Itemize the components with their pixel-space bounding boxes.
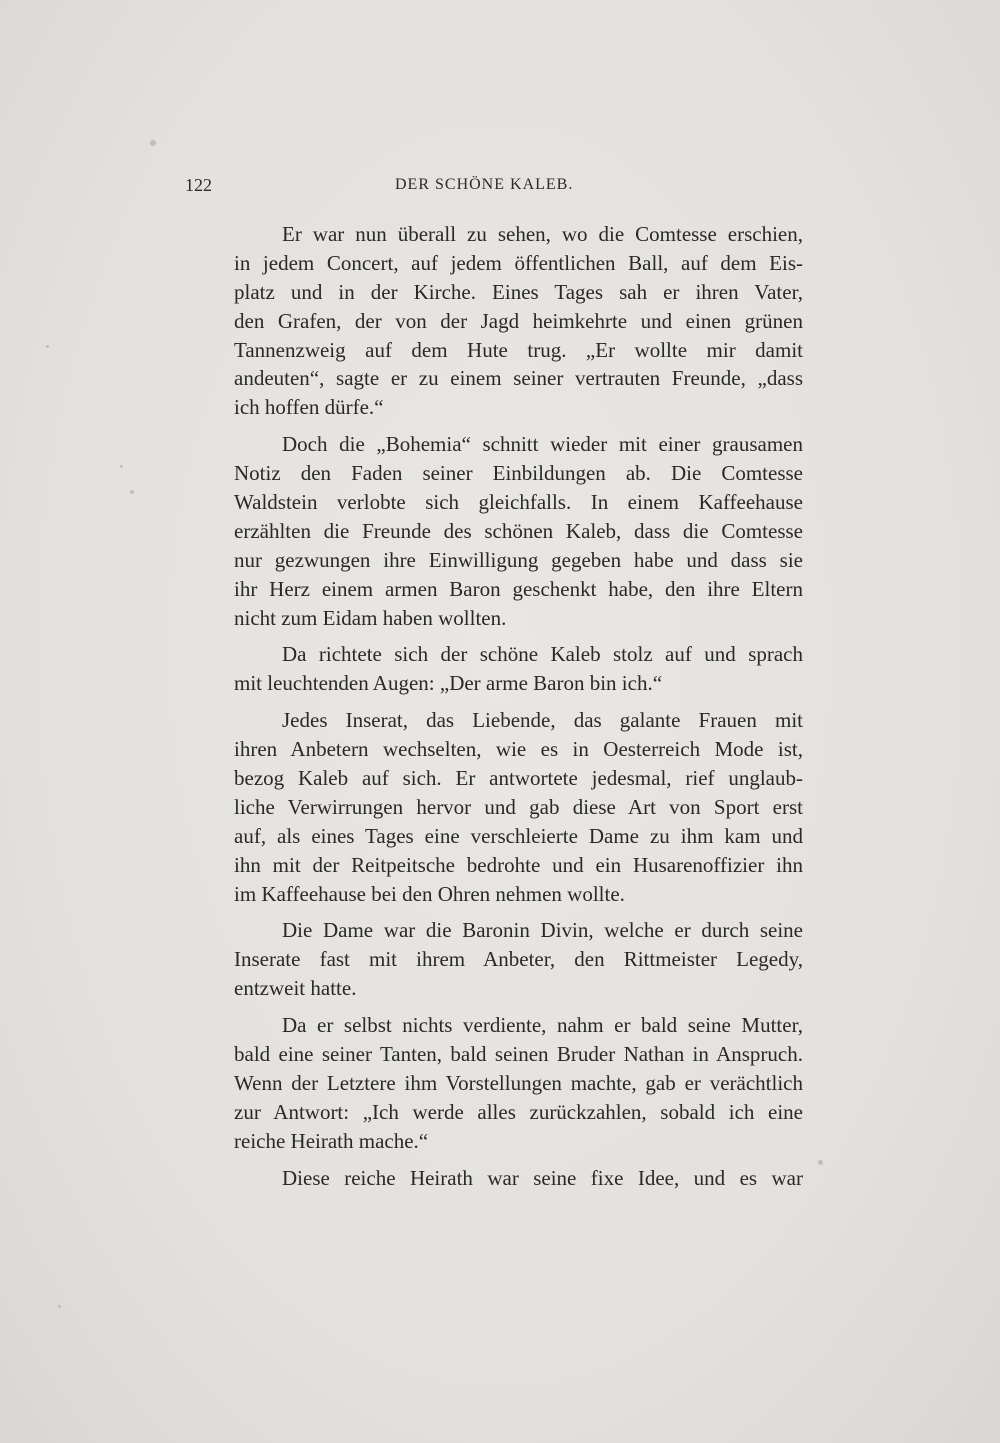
paper-speck bbox=[120, 465, 123, 468]
text-line: zur Antwort: „Ich werde alles zurückzahlen, sobald ich eine bbox=[234, 1099, 803, 1124]
page-number: 122 bbox=[185, 175, 212, 195]
paragraph bbox=[186, 706, 803, 908]
text-line: platz und in der Kirche. Eines Tages sah er ihren Vater, bbox=[234, 279, 803, 304]
text-line: auf, als eines Tages eine verschleierte Dame zu ihm kam und bbox=[234, 823, 803, 848]
text-line: mit leuchtenden Augen: „Der arme Baron bin ich.“ bbox=[234, 671, 663, 696]
text-line: Diese reiche Heirath war seine fixe Idee, und es war bbox=[282, 1165, 803, 1190]
text-line: nur gezwungen ihre Einwilligung gegeben habe und dass sie bbox=[234, 547, 803, 572]
text-line: Tannenzweig auf dem Hute trug. „Er wollte mir damit bbox=[234, 337, 803, 362]
text-line: nicht zum Eidam haben wollten. bbox=[234, 605, 507, 630]
paragraph bbox=[186, 1011, 803, 1155]
paragraph bbox=[186, 640, 803, 698]
paragraph bbox=[186, 220, 803, 422]
text-line: Inserate fast mit ihrem Anbeter, den Rittmeister Legedy, bbox=[234, 947, 803, 972]
text-line: Jedes Inserat, das Liebende, das galante Frauen mit bbox=[282, 708, 803, 733]
text-line: andeuten“, sagte er zu einem seiner vertrauten Freunde, „dass bbox=[234, 366, 803, 391]
paper-speck bbox=[818, 1160, 823, 1165]
text-line: Waldstein verlobte sich gleichfalls. In einem Kaffeehause bbox=[234, 490, 803, 515]
text-line: bezog Kaleb auf sich. Er antwortete jedesmal, rief unglaub- bbox=[234, 766, 803, 791]
paper-speck bbox=[130, 490, 134, 494]
text-line: Doch die „Bohemia“ schnitt wieder mit einer grausamen bbox=[282, 432, 803, 457]
page-header bbox=[185, 175, 805, 199]
paragraph bbox=[186, 916, 803, 1003]
text-line: Da er selbst nichts verdiente, nahm er bald seine Mutter, bbox=[282, 1013, 803, 1038]
paper-speck bbox=[46, 345, 49, 348]
text-line: in jedem Concert, auf jedem öffentlichen Ball, auf dem Eis- bbox=[234, 250, 803, 275]
text-line: ihn mit der Reitpeitsche bedrohte und ein Husarenoffizier ihn bbox=[234, 852, 803, 877]
text-line: ihren Anbetern wechselten, wie es in Oesterreich Mode ist, bbox=[234, 737, 803, 762]
text-line: ihr Herz einem armen Baron geschenkt habe, den ihre Eltern bbox=[234, 576, 803, 601]
text-line: im Kaffeehause bei den Ohren nehmen wollte. bbox=[234, 881, 625, 906]
text-line: liche Verwirrungen hervor und gab diese Art von Sport erst bbox=[234, 794, 803, 819]
paper-speck bbox=[150, 140, 156, 146]
text-line: Da richtete sich der schöne Kaleb stolz auf und sprach bbox=[282, 642, 803, 667]
text-line: reiche Heirath mache.“ bbox=[234, 1128, 429, 1153]
paragraph bbox=[186, 1164, 803, 1193]
text-line: Wenn der Letztere ihm Vorstellungen machte, gab er verächtlich bbox=[234, 1070, 803, 1095]
paragraph bbox=[186, 430, 803, 632]
text-line: Er war nun überall zu sehen, wo die Comtesse erschien, bbox=[282, 222, 803, 246]
text-line: Notiz den Faden seiner Einbildungen ab. Die Comtesse bbox=[234, 461, 803, 486]
text-line: Die Dame war die Baronin Divin, welche er durch seine bbox=[282, 918, 803, 943]
text-line: ich hoffen dürfe.“ bbox=[234, 395, 384, 420]
text-line: erzählten die Freunde des schönen Kaleb, dass die Comtesse bbox=[234, 518, 803, 543]
body-text bbox=[186, 220, 803, 1201]
text-line: entzweit hatte. bbox=[234, 976, 357, 1001]
running-title: DER SCHÖNE KALEB. bbox=[395, 176, 574, 193]
text-line: bald eine seiner Tanten, bald seinen Bruder Nathan in Anspruch. bbox=[234, 1042, 803, 1067]
paper-speck bbox=[58, 1305, 61, 1308]
text-line: den Grafen, der von der Jagd heimkehrte und einen grünen bbox=[234, 308, 803, 333]
